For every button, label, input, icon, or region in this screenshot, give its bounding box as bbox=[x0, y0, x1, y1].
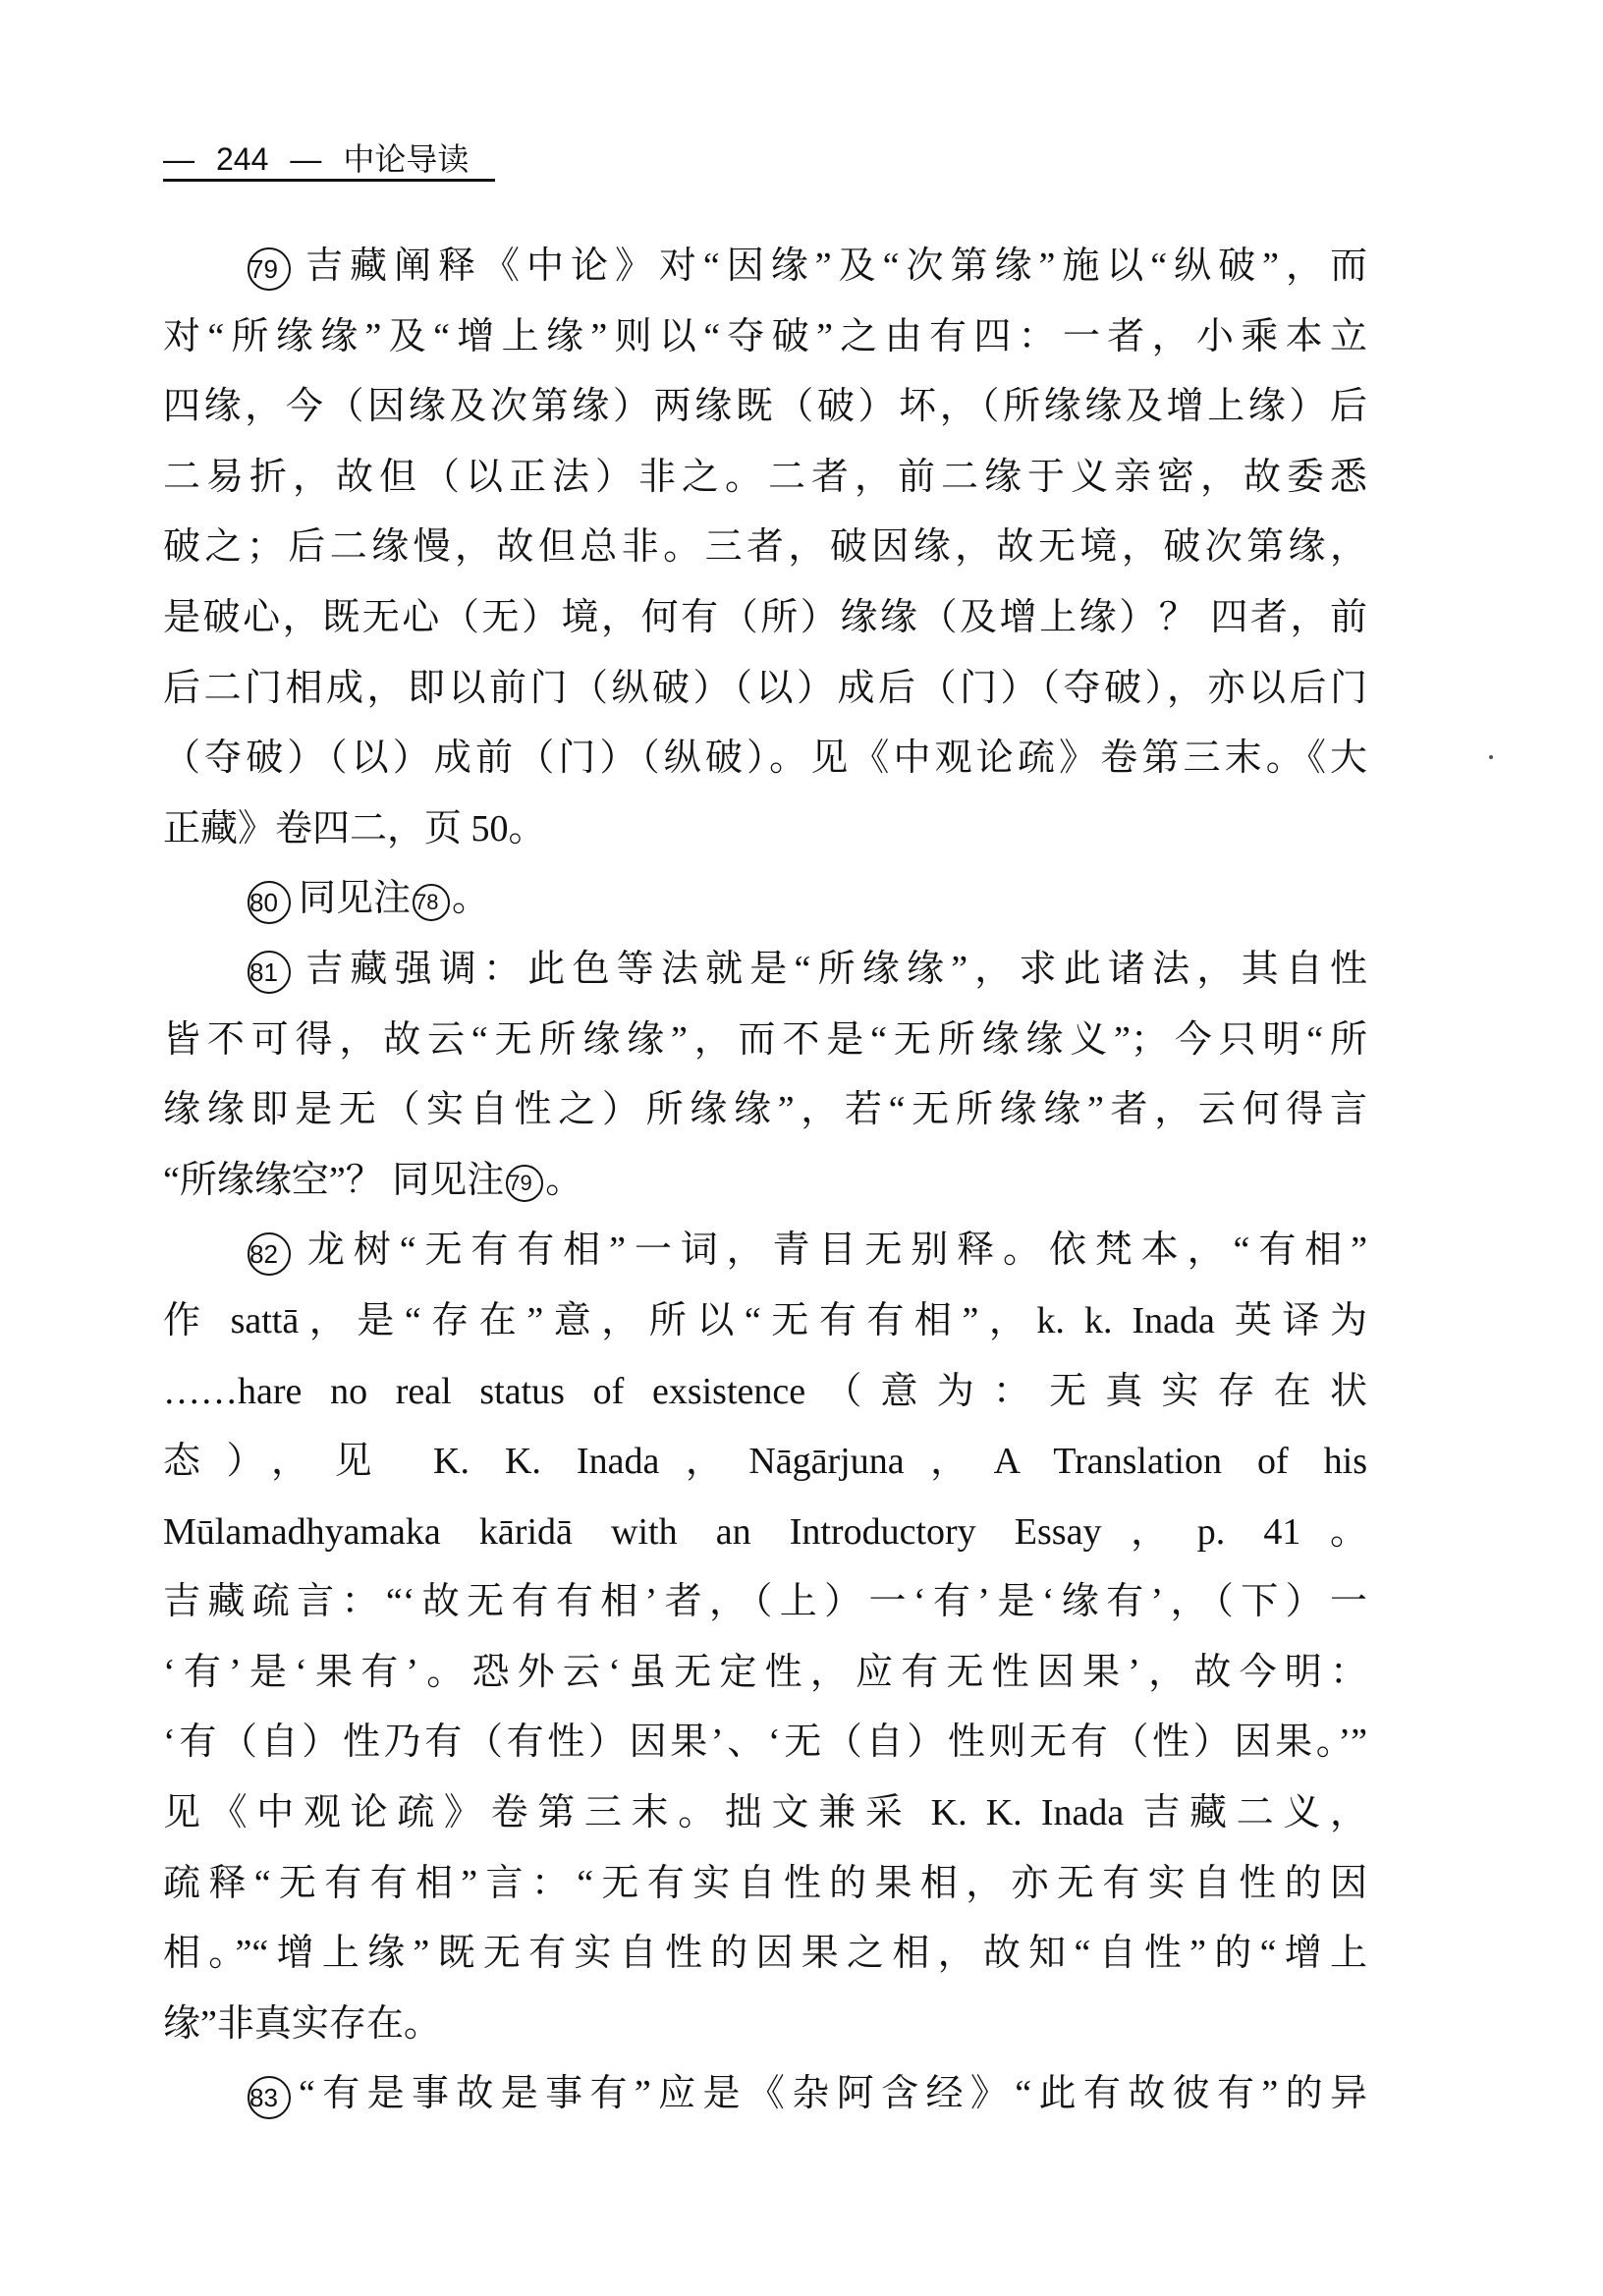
note-marker: 83 bbox=[248, 2076, 291, 2119]
note-marker: 80 bbox=[248, 881, 291, 924]
note-79-line: 是破心，既无心（无）境，何有（所）缘缘（及增上缘）？ 四者，前 bbox=[163, 596, 1367, 638]
note-82-line bbox=[163, 1216, 1367, 1286]
note-79-line: 对“所缘缘”及“增上缘”则以“夺破”之由有四：一者，小乘本立 bbox=[163, 315, 1367, 357]
line-text: 吉藏强调：此色等法就是“所缘缘”，求此诸法，其自性 bbox=[299, 948, 1367, 990]
line-text: “有是事故是事有”应是《杂阿含经》“此有故彼有”的异 bbox=[299, 2073, 1367, 2115]
note-81-line: 缘缘即是无（实自性之）所缘缘”，若“无所缘缘”者，云何得言 bbox=[163, 1089, 1367, 1131]
note-marker: 81 bbox=[248, 951, 291, 994]
note-82-line: 态），见 K. K. Inada，Nāgārjuna，A Translation of his bbox=[163, 1441, 1367, 1483]
header-dash: — bbox=[290, 141, 322, 177]
note-marker: 79 bbox=[248, 247, 291, 291]
note-marker: 82 bbox=[248, 1232, 291, 1276]
note-82-line: 作 sattā，是“存在”意，所以“无有有相”，k. k. Inada 英译为 bbox=[163, 1299, 1367, 1341]
line-end: 。 bbox=[452, 878, 490, 920]
note-79-line: 四缘，今（因缘及次第缘）两缘既（破）坏，（所缘缘及增上缘）后 bbox=[163, 386, 1367, 428]
note-82-line: 疏释“无有有相”言：“无有实自性的果相，亦无有实自性的因 bbox=[163, 1862, 1367, 1904]
line-text: 吉藏阐释《中论》对“因缘”及“次第缘”施以“纵破”，而 bbox=[299, 246, 1367, 287]
note-79-line: 破之；后二缘慢，故但总非。三者，破因缘，故无境，破次第缘， bbox=[163, 526, 1367, 569]
note-82-line: 吉藏疏言：“‘故无有有相’者，（上）一‘有’是‘缘有’，（下）一 bbox=[163, 1581, 1367, 1623]
line-text: 龙树“无有有相”一词，青目无别释。依梵本，“有相” bbox=[299, 1230, 1367, 1272]
note-82-line: 见《中观论疏》卷第三末。拙文兼采 K. K. Inada 吉藏二义， bbox=[163, 1792, 1367, 1834]
line-text: “所缘缘空”？ 同见注 bbox=[163, 1159, 505, 1201]
note-82-line: Mūlamadhyamaka kāridā with an Introductory Essay，p. 41。 bbox=[163, 1510, 1367, 1553]
note-81-line bbox=[163, 935, 1367, 1006]
running-header bbox=[163, 137, 495, 181]
note-79-line: 二易折，故但（以正法）非之。二者，前二缘于义亲密，故委悉 bbox=[163, 456, 1367, 498]
speck bbox=[1489, 755, 1493, 759]
note-79-line: （夺破）（以）成前（门）（纵破）。见《中观论疏》卷第三末。《大 bbox=[163, 738, 1367, 780]
note-79-line: 正藏》卷四二，页 50。 bbox=[163, 807, 546, 849]
note-reference: 79 bbox=[506, 1165, 543, 1202]
header-dash: — bbox=[163, 141, 194, 177]
note-81-line: 皆不可得，故云“无所缘缘”，而不是“无所缘缘义”；今只明“所 bbox=[163, 1018, 1367, 1061]
note-82-line: 相。”“增上缘”既无有实自性的因果之相，故知“自性”的“增上 bbox=[163, 1933, 1367, 1975]
note-82-line: ……hare no real status of exsistence（意为：无真实存在状 bbox=[163, 1370, 1367, 1412]
line-end: 。 bbox=[545, 1159, 583, 1201]
note-79-line: 后二门相成，即以前门（纵破）（以）成后（门）（夺破），亦以后门 bbox=[163, 667, 1367, 709]
note-83-line bbox=[163, 2059, 1367, 2130]
book-title: 中论导读 bbox=[343, 141, 470, 177]
note-81-line bbox=[163, 1146, 1367, 1217]
note-reference: 78 bbox=[413, 884, 450, 921]
note-82-line: ‘有（自）性乃有（有性）因果’、‘无（自）性则无有（性）因果。’” bbox=[163, 1722, 1367, 1764]
note-82-line: 缘”非真实存在。 bbox=[163, 2002, 441, 2045]
note-80-line bbox=[163, 864, 1367, 935]
header-rule bbox=[163, 179, 495, 182]
page-number: 244 bbox=[216, 141, 269, 177]
note-79-line bbox=[163, 232, 1367, 302]
notes-body bbox=[163, 232, 1367, 2130]
line-text: 同见注 bbox=[299, 878, 412, 920]
note-82-line: ‘有’是‘果有’。恐外云‘虽无定性，应有无性因果’，故今明： bbox=[163, 1651, 1367, 1693]
